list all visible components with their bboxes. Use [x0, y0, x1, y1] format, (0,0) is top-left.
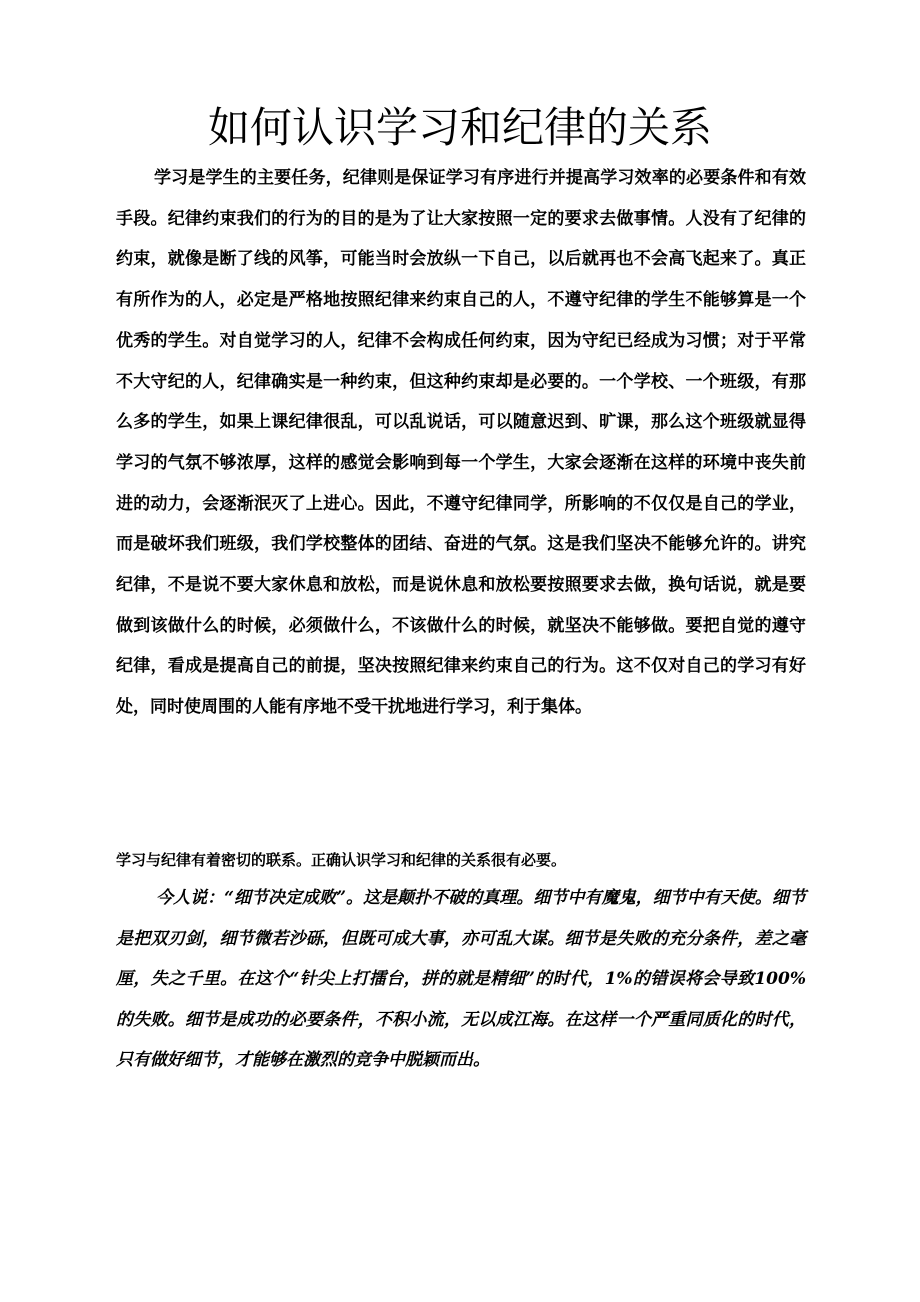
- paragraph-summary: 学习与纪律有着密切的联系。正确认识学习和纪律的关系很有必要。: [116, 851, 567, 869]
- paragraph-details: 今人说：“细节决定成败”。这是颠扑不破的真理。细节中有魔鬼，细节中有天使。细节是把双刃剑，细节微若沙砾，但既可成大事，亦可乱大谋。细节是失败的充分条件，差之毫厘，失之千里。在这个“针尖上打擂台，拼的就是精细”的时代，1%的错误将会导致100%的失败。细节是成功的必要条件，不积小流，无以成江海。在这样一个严重同质化的时代，只有做好细节，才能够在激烈的竞争中脱颖而出。: [116, 888, 806, 1070]
- document-title: 如何认识学习和纪律的关系: [207, 103, 712, 152]
- paragraph-discipline: 学习是学生的主要任务，纪律则是保证学习有序进行并提高学习效率的必要条件和有效手段。纪律约束我们的行为的目的是为了让大家按照一定的要求去做事情。人没有了纪律的约束，就像是断了线的风筝，可能当时会放纵一下自己，以后就再也不会高飞起来了。真正有所作为的人，必定是严格地按照纪律来约束自己的人，不遵守纪律的学生不能够算是一个优秀的学生。对自觉学习的人，纪律不会构成任何约束，因为守纪已经成为习惯；对于平常不大守纪的人，纪律确实是一种约束，但这种约束却是必要的。一个学校、一个班级，有那么多的学生，如果上课纪律很乱，可以乱说话，可以随意迟到、旷课，那么这个班级就显得学习的气氛不够浓厚，这样的感觉会影响到每一个学生，大家会逐渐在这样的环境中丧失前进的动力，会逐渐泯灭了上进心。因此，不遵守纪律同学，所影响的不仅仅是自己的学业，而是破坏我们班级，我们学校整体的团结、奋进的气氛。这是我们坚决不能够允许的。讲究纪律，不是说不要大家休息和放松，而是说休息和放松要按照要求去做，换句话说，就是要做到该做什么的时候，必须做什么，不该做什么的时候，就坚决不能够做。要把自觉的遵守纪律，看成是提高自己的前提，坚决按照纪律来约束自己的行为。这不仅对自己的学习有好处，同时使周围的人能有序地不受干扰地进行学习，利于集体。: [116, 168, 806, 718]
